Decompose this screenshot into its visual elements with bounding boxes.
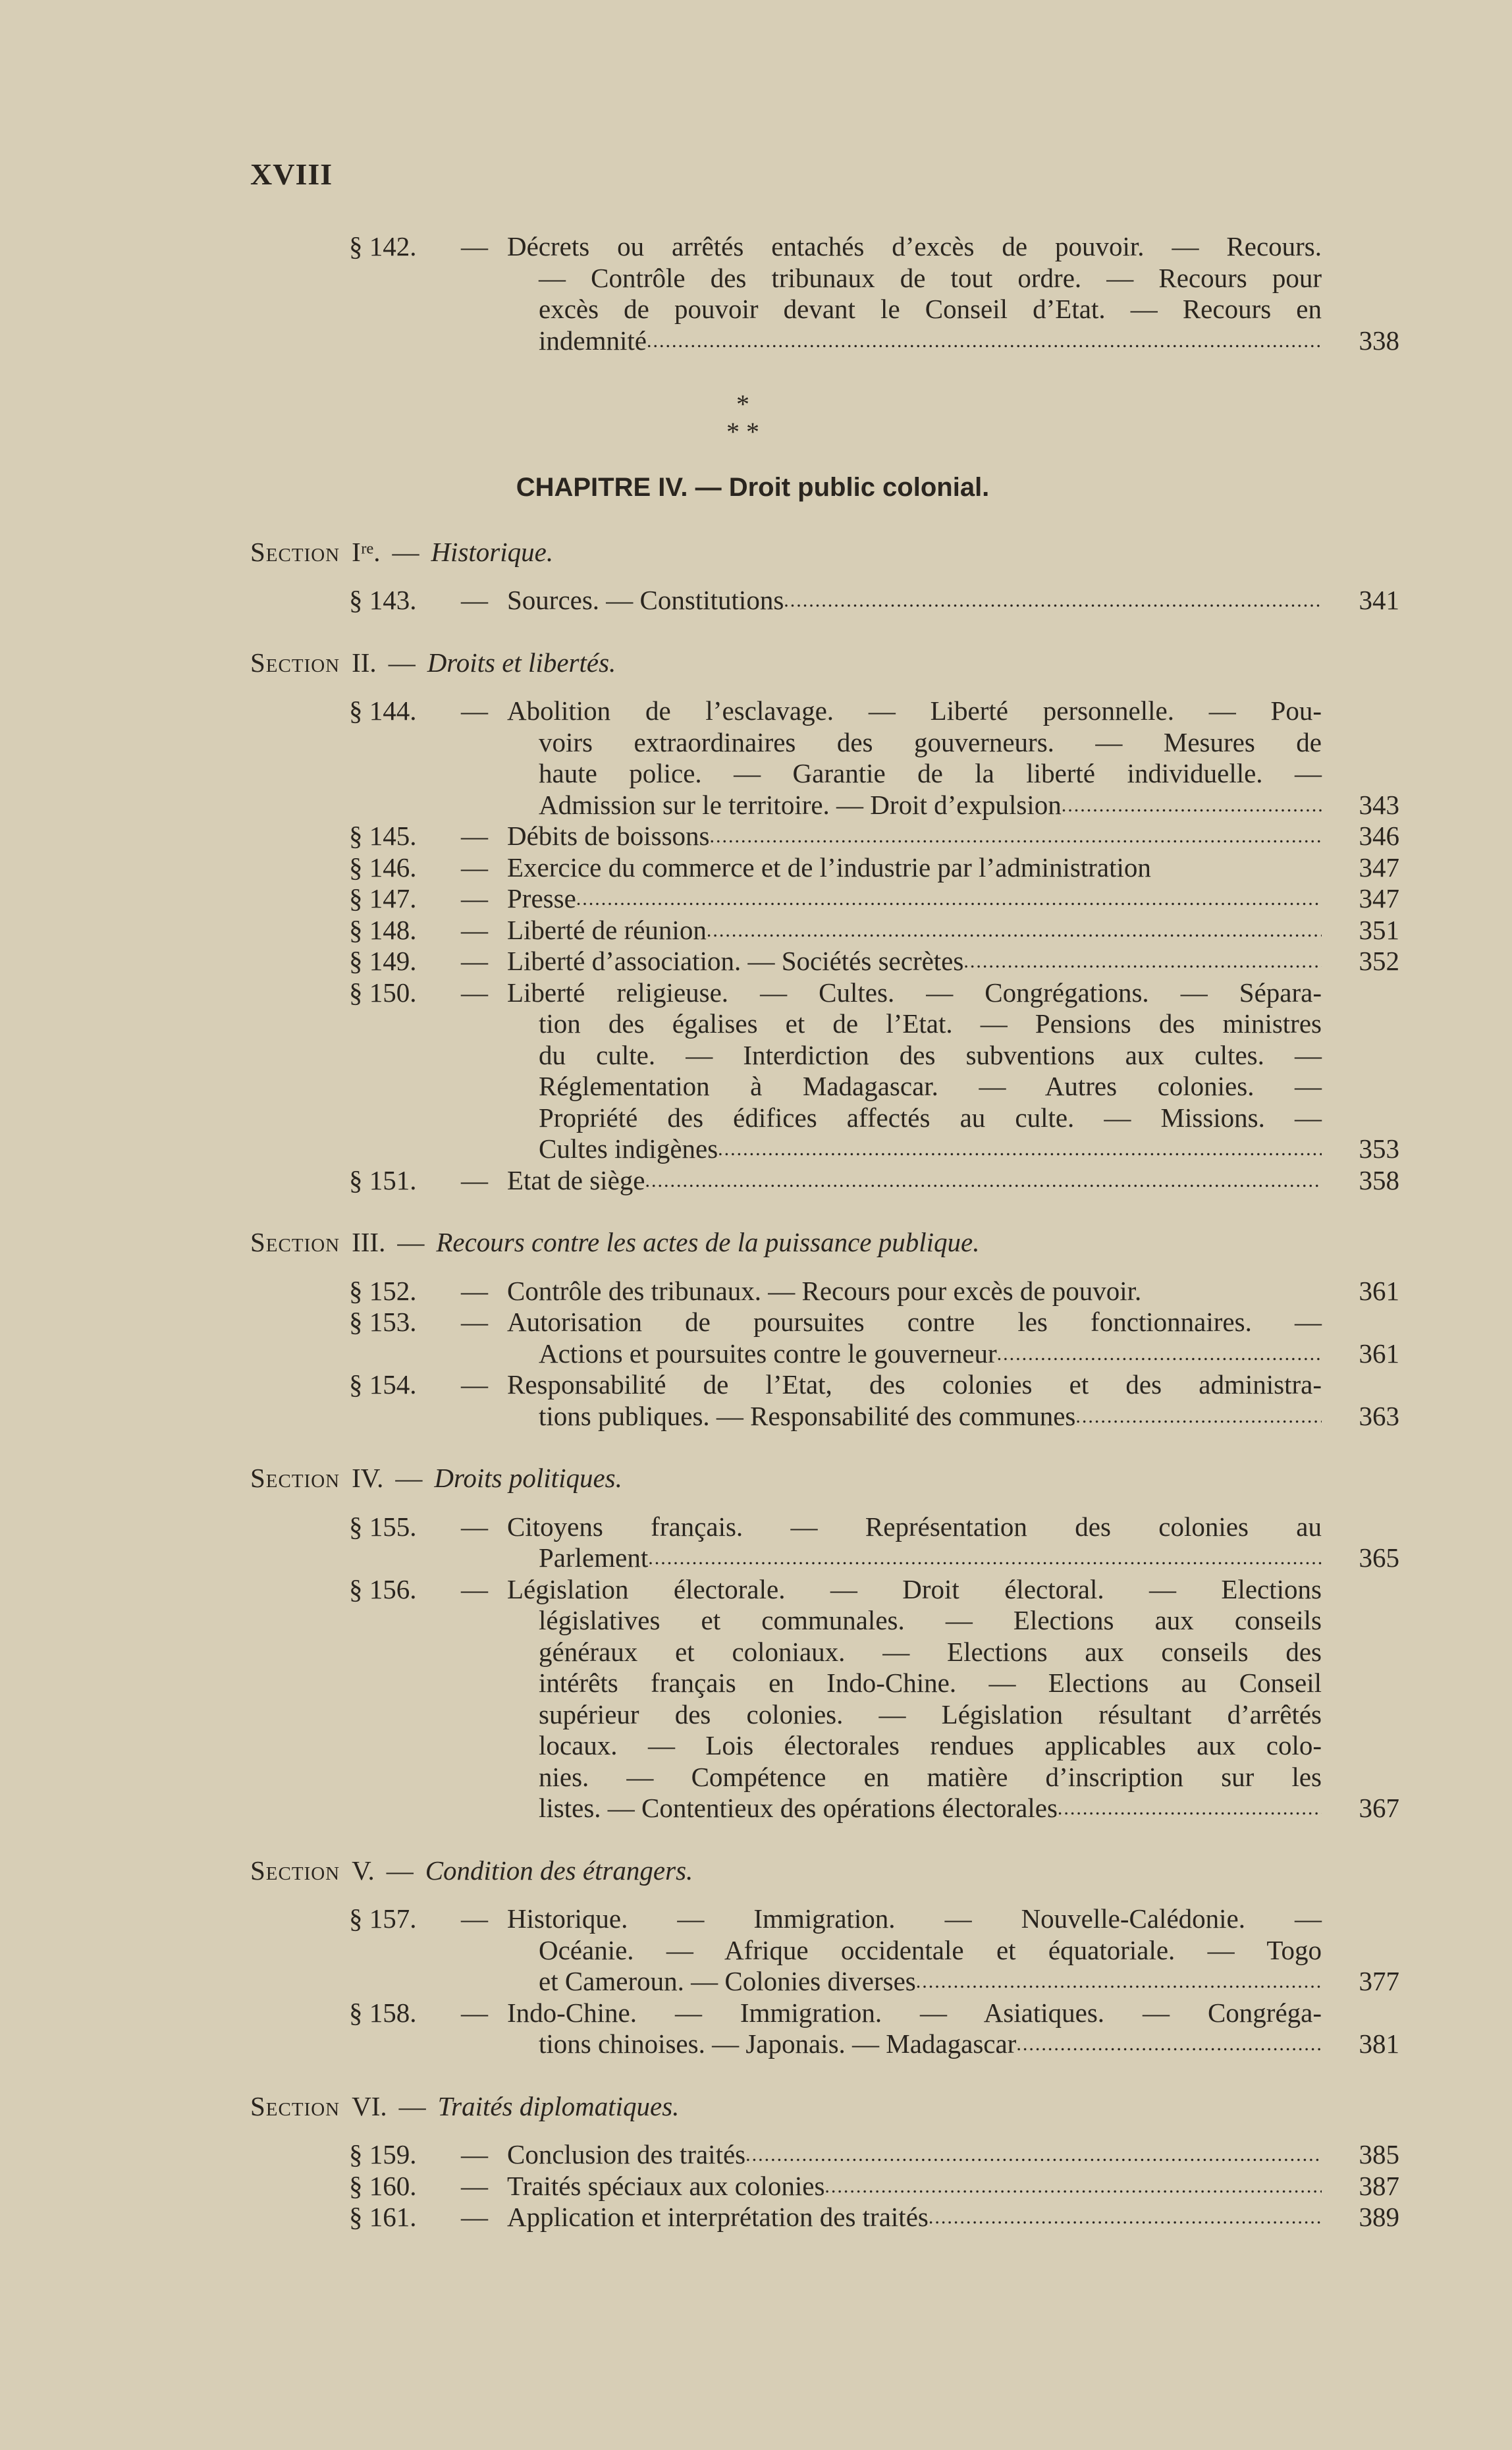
- dash: —: [461, 914, 488, 945]
- entry-line: haute police. — Garantie de la liberté individuelle. —: [539, 758, 1322, 788]
- page-reference: 363: [1359, 1400, 1399, 1431]
- entry-line: [507, 821, 1322, 852]
- entry-text: [507, 1276, 1322, 1307]
- entry-line-text: Sources. — Constitutions: [507, 585, 784, 615]
- entry-line-text: Exercice du commerce et de l’industrie par l’administration: [507, 852, 1151, 883]
- page-reference: 385: [1359, 2139, 1399, 2169]
- entry-line: supérieur des colonies. — Législation résultant d’arrêtés: [539, 1699, 1322, 1729]
- entry-line: [507, 1793, 1322, 1824]
- entry-line: Autorisation de poursuites contre les fonctionnaires. —: [507, 1307, 1322, 1337]
- entry-line: Législation électorale. — Droit électoral. — Elections: [507, 1573, 1322, 1604]
- dash: —: [386, 1855, 414, 1886]
- toc-entry: [349, 1369, 1512, 1432]
- page-reference: 367: [1359, 1793, 1399, 1823]
- section-numeral: IV.: [352, 1463, 384, 1493]
- entry-line-text: Liberté de réunion: [507, 914, 707, 945]
- dash: —: [461, 1307, 488, 1337]
- dash: —: [397, 1227, 425, 1257]
- dash: —: [461, 1573, 488, 1604]
- page-reference: 352: [1359, 946, 1399, 976]
- entry-line-text: Cultes indigènes: [539, 1133, 718, 1164]
- page-reference: 343: [1359, 789, 1399, 820]
- entry-line: [507, 790, 1322, 821]
- section-label: Section: [250, 536, 340, 567]
- dash: —: [461, 585, 488, 615]
- entry-line: Historique. — Immigration. — Nouvelle-Calédonie. —: [507, 1903, 1322, 1934]
- entry-line: [507, 585, 1322, 616]
- dash: —: [461, 1275, 488, 1306]
- section-numeral: V.: [352, 1855, 375, 1886]
- entry-line: tion des égalises et de l’Etat. — Pensions des ministres: [539, 1008, 1322, 1039]
- dash: —: [461, 977, 488, 1008]
- entry-line: Réglementation à Madagascar. — Autres colonies. —: [539, 1071, 1322, 1101]
- section-numeral: VI.: [352, 2090, 387, 2121]
- toc-entry: [349, 1165, 1512, 1197]
- chapter-heading: CHAPITRE IV. — Droit public colonial.: [516, 473, 990, 502]
- entry-text: [507, 2139, 1322, 2171]
- entry-text: [507, 852, 1322, 884]
- toc-entry: [349, 1276, 1512, 1307]
- page-reference: 365: [1359, 1542, 1399, 1573]
- dot-leader: [707, 915, 1322, 946]
- section-number: § 161.: [349, 2202, 417, 2232]
- section-number: § 144.: [349, 695, 417, 726]
- toc-entry: [349, 1574, 1512, 1824]
- entry-line-text: listes. — Contentieux des opérations électorales: [539, 1793, 1058, 1823]
- entry-text: [507, 915, 1322, 946]
- dot-leader: [997, 1338, 1322, 1370]
- section-heading: [250, 647, 1512, 679]
- page-reference: 338: [1359, 325, 1399, 356]
- page-reference: 361: [1359, 1338, 1399, 1369]
- entry-line: [507, 1338, 1322, 1370]
- entry-text: [507, 977, 1322, 1165]
- dot-leader: [576, 883, 1322, 915]
- entry-line-text: Application et interprétation des traités: [507, 2202, 929, 2232]
- entry-line-text: Etat de siège: [507, 1164, 645, 1195]
- section-number: § 149.: [349, 946, 417, 976]
- dot-leader: [647, 325, 1322, 357]
- entry-line: nies. — Compétence en matière d’inscription sur les: [539, 1761, 1322, 1792]
- entry-line: [507, 1401, 1322, 1432]
- dot-leader: [710, 821, 1322, 852]
- section-title: Condition des étrangers.: [425, 1855, 693, 1886]
- entry-text: [507, 883, 1322, 915]
- entry-line: Responsabilité de l’Etat, des colonies et des administra-: [507, 1369, 1322, 1400]
- section-title: Recours contre les actes de la puissance publique.: [436, 1227, 980, 1257]
- entry-line: voirs extraordinaires des gouverneurs. — Mesures de: [539, 726, 1322, 757]
- toc-entry: [349, 2202, 1512, 2233]
- asterism-ornament: [0, 391, 1512, 446]
- dash: —: [392, 536, 419, 567]
- entry-line: [507, 915, 1322, 946]
- dot-leader: [645, 1165, 1322, 1197]
- entry-text: [507, 1903, 1322, 1998]
- entry-text: [507, 1165, 1322, 1197]
- entry-text: [507, 1369, 1322, 1432]
- section-number: § 146.: [349, 852, 417, 883]
- entry-line: [507, 2139, 1322, 2171]
- section-heading: [250, 2091, 1512, 2123]
- dot-leader: [1075, 1401, 1322, 1432]
- section-label: Section: [250, 1227, 340, 1257]
- entry-line: Océanie. — Afrique occidentale et équatoriale. — Togo: [539, 1934, 1322, 1965]
- section-number: § 150.: [349, 977, 417, 1008]
- page-number: XVIII: [250, 157, 333, 191]
- page-reference: 381: [1359, 2028, 1399, 2059]
- entry-line: [507, 2171, 1322, 2202]
- entry-line: [507, 1276, 1322, 1307]
- dot-leader: [718, 1133, 1322, 1165]
- entry-text: [507, 1511, 1322, 1574]
- dash: —: [461, 1511, 488, 1542]
- section-numeral: Iʳᵉ.: [352, 536, 381, 567]
- toc-entry: [349, 852, 1512, 884]
- entry-line-text: tions publiques. — Responsabilité des communes: [539, 1400, 1076, 1431]
- entry-line: [507, 883, 1322, 915]
- entry-line: Indo-Chine. — Immigration. — Asiatiques. — Congréga-: [507, 1997, 1322, 2028]
- section-number: § 157.: [349, 1903, 417, 1934]
- entry-line-text: Liberté d’association. — Sociétés secrètes: [507, 946, 964, 976]
- page-reference: 351: [1359, 914, 1399, 945]
- section-number: § 147.: [349, 883, 417, 913]
- entry-text: [507, 695, 1322, 821]
- entry-line: [507, 946, 1322, 977]
- section-number: § 153.: [349, 1307, 417, 1337]
- entry-text: [507, 585, 1322, 616]
- entry-line: [507, 2028, 1322, 2060]
- section-number: § 156.: [349, 1573, 417, 1604]
- entry-line: [507, 1133, 1322, 1165]
- entry-line: Décrets ou arrêtés entachés d’excès de pouvoir. — Recours.: [507, 231, 1322, 261]
- page-reference: 377: [1359, 1966, 1399, 1996]
- section-label: Section: [250, 1463, 340, 1493]
- section-number: § 151.: [349, 1164, 417, 1195]
- section-number: § 155.: [349, 1511, 417, 1542]
- entry-line-text: Traités spéciaux aux colonies: [507, 2170, 825, 2201]
- entry-line: Citoyens français. — Représentation des colonies au: [507, 1511, 1322, 1542]
- dash: —: [461, 2202, 488, 2232]
- dot-leader: [916, 1966, 1322, 1998]
- page-reference: 387: [1359, 2170, 1399, 2201]
- entry-text: [507, 231, 1322, 356]
- dash: —: [461, 946, 488, 976]
- section-heading: [250, 1855, 1512, 1887]
- section-number: § 159.: [349, 2139, 417, 2169]
- page-reference: 347: [1359, 852, 1399, 883]
- toc-entry: [349, 821, 1512, 852]
- toc-entry: [349, 915, 1512, 946]
- dash: —: [461, 695, 488, 726]
- dot-leader: [963, 946, 1322, 977]
- dash: —: [461, 1369, 488, 1400]
- section-number: § 154.: [349, 1369, 417, 1400]
- section-number: § 145.: [349, 821, 417, 851]
- dash: —: [388, 647, 416, 678]
- section-heading: [250, 537, 1512, 568]
- entry-line-text: Presse: [507, 883, 576, 913]
- table-of-contents: [0, 231, 1512, 2233]
- page-reference: 358: [1359, 1164, 1399, 1195]
- section-number: § 142.: [349, 231, 417, 261]
- entry-line: [507, 1966, 1322, 1998]
- toc-entry: [349, 2171, 1512, 2202]
- entry-line-text: et Cameroun. — Colonies diverses: [539, 1966, 916, 1996]
- entry-line-text: Actions et poursuites contre le gouverneur: [539, 1338, 997, 1369]
- section-label: Section: [250, 2090, 340, 2121]
- dot-leader: [648, 1542, 1322, 1574]
- section-heading: [250, 1227, 1512, 1259]
- section-number: § 143.: [349, 585, 417, 615]
- toc-entry: [349, 1903, 1512, 1998]
- dot-leader: [1016, 2028, 1322, 2060]
- page-reference: 389: [1359, 2202, 1399, 2232]
- toc-entry: [349, 1307, 1512, 1369]
- page-reference: 361: [1359, 1275, 1399, 1306]
- dash: —: [461, 1903, 488, 1934]
- section-title: Droits et libertés.: [427, 647, 616, 678]
- dash: —: [461, 1164, 488, 1195]
- entry-line: intérêts français en Indo-Chine. — Elections au Conseil: [539, 1668, 1322, 1698]
- dash: —: [461, 883, 488, 913]
- page-reference: 353: [1359, 1133, 1399, 1164]
- dash: —: [461, 231, 488, 261]
- section-numeral: II.: [352, 647, 377, 678]
- entry-text: [507, 1998, 1322, 2060]
- toc-entry: [349, 695, 1512, 821]
- entry-text: [507, 946, 1322, 977]
- toc-entry: [349, 1998, 1512, 2060]
- section-numeral: III.: [352, 1227, 386, 1257]
- entry-line-text: Débits de boissons: [507, 821, 710, 851]
- entry-text: [507, 1574, 1322, 1824]
- entry-line: [507, 1165, 1322, 1197]
- dash: —: [461, 1997, 488, 2028]
- dot-leader: [1062, 790, 1322, 821]
- dash: —: [461, 2139, 488, 2169]
- entry-line: locaux. — Lois électorales rendues applicables aux colo-: [539, 1730, 1322, 1760]
- entry-text: [507, 2202, 1322, 2233]
- toc-entry: [349, 2139, 1512, 2171]
- entry-line-text: tions chinoises. — Japonais. — Madagascar: [539, 2028, 1017, 2059]
- entry-line-text: indemnité: [539, 325, 647, 356]
- page-reference: 347: [1359, 883, 1399, 913]
- entry-text: [507, 1307, 1322, 1369]
- dot-leader: [824, 2171, 1322, 2202]
- toc-entry: [349, 946, 1512, 977]
- section-heading: [250, 1463, 1512, 1494]
- entry-line: Abolition de l’esclavage. — Liberté personnelle. — Pou-: [507, 695, 1322, 726]
- section-number: § 158.: [349, 1997, 417, 2028]
- dash: —: [395, 1463, 423, 1493]
- dash: —: [461, 852, 488, 883]
- page-reference: 341: [1359, 585, 1399, 615]
- entry-line: Propriété des édifices affectés au culte. — Missions. —: [539, 1102, 1322, 1133]
- toc-entry: [349, 977, 1512, 1165]
- entry-text: [507, 2171, 1322, 2202]
- section-number: § 148.: [349, 914, 417, 945]
- dot-leader: [929, 2202, 1322, 2233]
- entry-line: excès de pouvoir devant le Conseil d’Etat. — Recours en: [539, 294, 1322, 324]
- entry-line-text: Parlement: [539, 1542, 649, 1573]
- section-title: Historique.: [431, 536, 554, 567]
- dot-leader: [784, 585, 1322, 616]
- section-number: § 160.: [349, 2170, 417, 2201]
- toc-entry: [349, 231, 1512, 356]
- entry-line: législatives et communales. — Elections aux conseils: [539, 1605, 1322, 1635]
- entry-line-text: Admission sur le territoire. — Droit d’expulsion: [539, 789, 1062, 820]
- section-label: Section: [250, 1855, 340, 1886]
- page-reference: 346: [1359, 821, 1399, 851]
- entry-text: [507, 821, 1322, 852]
- entry-line: [507, 325, 1322, 357]
- section-title: Traités diplomatiques.: [437, 2090, 680, 2121]
- entry-line: [507, 852, 1322, 884]
- toc-entry: [349, 585, 1512, 616]
- dash: —: [461, 821, 488, 851]
- asterism-bottom: * *: [726, 417, 759, 447]
- dash: —: [398, 2090, 426, 2121]
- dot-leader: [745, 2139, 1322, 2171]
- asterism-top: *: [736, 389, 749, 419]
- entry-line: généraux et coloniaux. — Elections aux conseils des: [539, 1636, 1322, 1667]
- dash: —: [461, 2170, 488, 2201]
- entry-line: — Contrôle des tribunaux de tout ordre. — Recours pour: [539, 262, 1322, 293]
- section-number: § 152.: [349, 1275, 417, 1306]
- entry-line: [507, 1542, 1322, 1574]
- section-label: Section: [250, 647, 340, 678]
- entry-line-text: Contrôle des tribunaux. — Recours pour excès de pouvoir.: [507, 1275, 1142, 1306]
- toc-entry: [349, 1511, 1512, 1574]
- entry-line: [507, 2202, 1322, 2233]
- toc-entry: [349, 883, 1512, 915]
- entry-line-text: Conclusion des traités: [507, 2139, 746, 2169]
- entry-line: du culte. — Interdiction des subventions aux cultes. —: [539, 1039, 1322, 1070]
- entry-line: Liberté religieuse. — Cultes. — Congrégations. — Sépara-: [507, 977, 1322, 1008]
- dot-leader: [1058, 1793, 1322, 1824]
- section-title: Droits politiques.: [434, 1463, 622, 1493]
